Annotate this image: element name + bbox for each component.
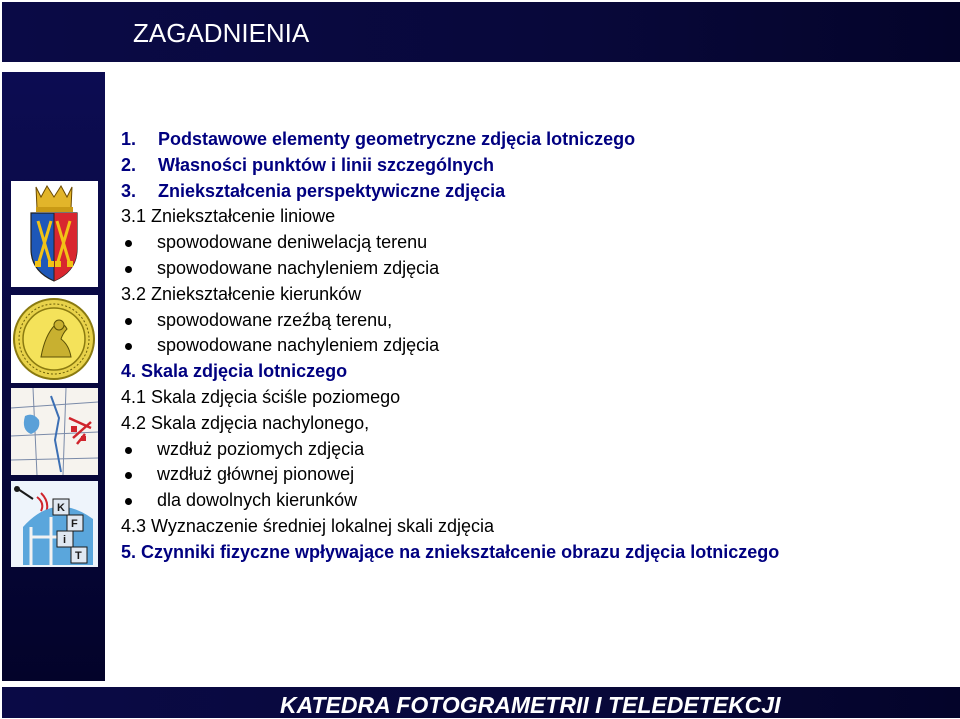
outline-item-4: 4. Skala zdjęcia lotniczego (121, 361, 348, 382)
kfit-logo (11, 481, 98, 567)
outline-bullet: spowodowane nachyleniem zdjęcia (121, 256, 779, 282)
outline-bullet: spowodowane deniwelacją terenu (121, 230, 779, 256)
map-logo (11, 388, 98, 475)
medallion-icon (11, 295, 98, 383)
outline-subitem-4-1: 4.1 Skala zdjęcia ściśle poziomego (121, 386, 401, 407)
header-bar (2, 2, 960, 62)
svg-text:F: F (71, 518, 78, 530)
outline-item-2: 2. Własności punktów i linii szczególnych (121, 154, 495, 175)
map-icon (11, 388, 98, 475)
coat-of-arms-logo (11, 181, 98, 287)
outline-bullet: wzdłuż poziomych zdjęcia (121, 437, 779, 463)
kfit-emblem-icon (11, 481, 98, 567)
outline-bullet: spowodowane rzeźbą terenu, (121, 308, 779, 334)
outline-subitem-4-2: 4.2 Skala zdjęcia nachylonego, (121, 412, 370, 433)
outline-subitem-3-1: 3.1 Zniekształcenie liniowe (121, 206, 336, 227)
coat-of-arms-icon (11, 181, 98, 287)
outline-subitem-3-2: 3.2 Zniekształcenie kierunków (121, 283, 362, 304)
outline-bullet: dla dowolnych kierunków (121, 488, 779, 514)
outline-subitem-4-3: 4.3 Wyznaczenie średniej lokalnej skali zdjęcia (121, 515, 495, 536)
footer-bar (2, 687, 960, 718)
topics-outline (121, 127, 779, 566)
page-title: ZAGADNIENIA (133, 18, 310, 48)
footer-department-name: KATEDRA FOTOGRAMETRII I TELEDETEKCJI (280, 692, 781, 718)
svg-text:i: i (63, 534, 67, 546)
medallion-logo (11, 295, 98, 383)
outline-bullet: wzdłuż głównej pionowej (121, 462, 779, 488)
outline-item-5: 5. Czynniki fizyczne wpływające na zniekształcenie obrazu zdjęcia lotniczego (121, 541, 780, 562)
svg-text:T: T (75, 550, 82, 562)
outline-item-1: 1. Podstawowe elementy geometryczne zdjęcia lotniczego (121, 129, 636, 149)
outline-bullet: spowodowane nachyleniem zdjęcia (121, 333, 779, 359)
outline-item-3: 3. Zniekształcenia perspektywiczne zdjęcia (121, 180, 506, 201)
svg-text:K: K (57, 502, 65, 514)
